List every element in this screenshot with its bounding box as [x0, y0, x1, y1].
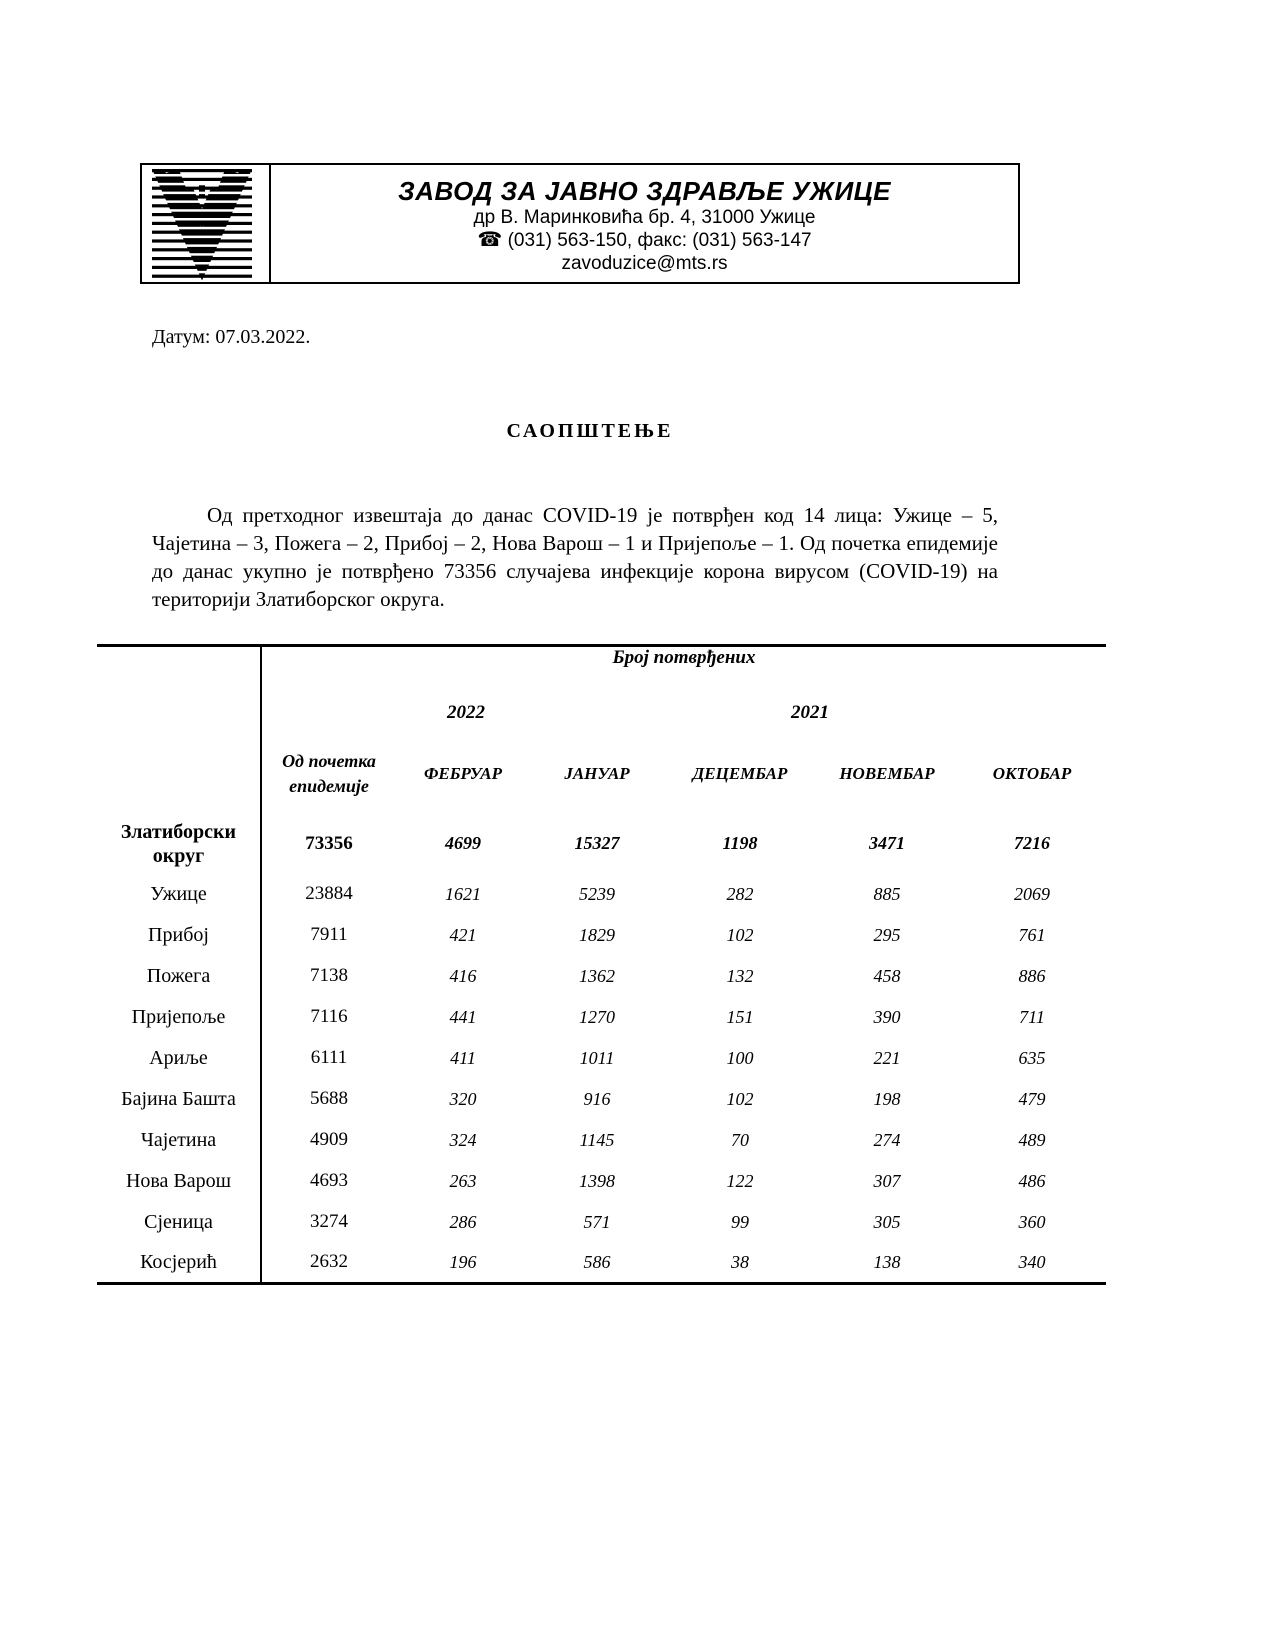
region-name: Косјерић	[97, 1243, 261, 1284]
column-header-january: ЈАНУАР	[564, 763, 630, 783]
year-2021-label: 2021	[791, 701, 829, 723]
column-header-november: НОВЕМБАР	[839, 763, 935, 783]
body-paragraph: Од претходног извештаја до данас COVID-19 је потврђен код 14 лица: Ужице – 5, Чајетина – 3, Пожега – 2, Прибој – 2, Нова Варош – 1 и Пријепоље – 1. Од почетка епидемије до данас укупно је потврђено 73356 случајева инфекције корона вирусом (COVID-19) на територији Златиборског округа.	[152, 503, 998, 611]
value-month: 441	[449, 1006, 477, 1027]
institute-logo	[152, 169, 252, 281]
region-name: Ужице	[97, 874, 261, 915]
value-month: 102	[726, 924, 754, 945]
value-since-epidemic-start: 7138	[310, 965, 348, 986]
value-month: 571	[583, 1211, 611, 1232]
phone-fax-text: (031) 563-150, факс: (031) 563-147	[507, 230, 812, 251]
value-month: 916	[583, 1088, 611, 1109]
table-row	[97, 1243, 1106, 1284]
value-month: 635	[1018, 1047, 1046, 1068]
value-month: 1398	[579, 1170, 615, 1191]
table-row	[97, 915, 1106, 956]
column-header-epidemic-start: Од почетка епидемије	[282, 750, 376, 796]
year-cell	[261, 692, 1106, 734]
value-month: 421	[449, 924, 477, 945]
value-month: 320	[449, 1088, 477, 1109]
value-month: 221	[873, 1047, 901, 1068]
region-name: Нова Варош	[97, 1161, 261, 1202]
value-month: 70	[731, 1129, 749, 1150]
institute-name: ЗАВОД ЗА ЈАВНО ЗДРАВЉЕ УЖИЦЕ	[398, 176, 891, 206]
letterhead-text	[271, 165, 1018, 282]
value-month: 2069	[1014, 883, 1050, 904]
table-row	[97, 1202, 1106, 1243]
value-month: 102	[726, 1088, 754, 1109]
covid-table	[97, 644, 1106, 1285]
empty-cell	[97, 692, 261, 734]
value-month: 305	[873, 1211, 901, 1232]
value-month: 274	[873, 1129, 901, 1150]
region-name: Сјеница	[97, 1202, 261, 1243]
letterhead	[140, 163, 1020, 284]
value-month: 4699	[445, 833, 481, 853]
value-month: 3471	[869, 833, 905, 853]
value-month: 15327	[574, 833, 620, 853]
value-month: 885	[873, 883, 901, 904]
table-row	[97, 1161, 1106, 1202]
region-name: Златиборски округ	[97, 814, 261, 874]
value-month: 886	[1018, 965, 1046, 986]
value-month: 586	[583, 1251, 611, 1272]
column-header-december: ДЕЦЕМБАР	[692, 763, 788, 783]
value-month: 1145	[579, 1129, 615, 1150]
value-month: 122	[726, 1170, 754, 1191]
value-month: 411	[450, 1047, 476, 1068]
table-row	[97, 997, 1106, 1038]
value-month: 340	[1018, 1251, 1046, 1272]
value-since-epidemic-start: 4909	[310, 1129, 348, 1150]
value-month: 132	[726, 965, 754, 986]
table-row	[97, 1038, 1106, 1079]
value-month: 1011	[579, 1047, 615, 1068]
date-line: Датум: 07.03.2022.	[152, 326, 311, 348]
value-month: 295	[873, 924, 901, 945]
value-month: 196	[449, 1251, 477, 1272]
value-month: 5239	[579, 883, 615, 904]
value-since-epidemic-start: 6111	[310, 1047, 348, 1068]
table-row	[97, 1120, 1106, 1161]
region-name: Бајина Башта	[97, 1079, 261, 1120]
table-row	[97, 956, 1106, 997]
value-month: 416	[449, 965, 477, 986]
value-month: 38	[731, 1251, 749, 1272]
value-month: 1362	[579, 965, 615, 986]
column-header-october: ОКТОБАР	[992, 763, 1072, 783]
value-month: 1621	[445, 883, 481, 904]
value-month: 390	[873, 1006, 901, 1027]
value-month: 479	[1018, 1088, 1046, 1109]
value-month: 1198	[722, 833, 758, 853]
value-since-epidemic-start: 7116	[310, 1006, 348, 1027]
value-month: 100	[726, 1047, 754, 1068]
region-name: Пожега	[97, 956, 261, 997]
institute-email: zavoduzice@mts.rs	[561, 253, 728, 274]
value-since-epidemic-start: 4693	[310, 1170, 348, 1191]
institute-phone-line	[271, 229, 1018, 252]
value-month: 711	[1019, 1006, 1045, 1027]
value-since-epidemic-start: 23884	[305, 883, 353, 904]
value-since-epidemic-start: 7911	[310, 924, 348, 945]
value-month: 263	[449, 1170, 477, 1191]
region-name: Ариље	[97, 1038, 261, 1079]
document-title: САОПШТЕЊЕ	[506, 420, 674, 442]
column-header-row	[97, 734, 1106, 814]
year-2022-label: 2022	[447, 701, 485, 723]
value-month: 1270	[579, 1006, 615, 1027]
empty-cell	[97, 734, 261, 814]
value-month: 458	[873, 965, 901, 986]
value-since-epidemic-start: 5688	[310, 1088, 348, 1109]
table-row	[97, 814, 1106, 874]
region-name: Прибој	[97, 915, 261, 956]
covid-table-body	[97, 814, 1106, 1284]
value-month: 138	[873, 1251, 901, 1272]
value-month: 486	[1018, 1170, 1046, 1191]
value-month: 198	[873, 1088, 901, 1109]
institute-address: др В. Маринковића бр. 4, 31000 Ужице	[473, 207, 816, 228]
value-month: 99	[731, 1211, 749, 1232]
table-row	[97, 1079, 1106, 1120]
value-month: 324	[449, 1129, 477, 1150]
table-title-row	[97, 646, 1106, 692]
empty-corner-cell	[97, 646, 261, 692]
value-since-epidemic-start: 73356	[305, 832, 353, 854]
value-month: 282	[726, 883, 754, 904]
value-month: 7216	[1014, 833, 1050, 853]
value-month: 1829	[579, 924, 615, 945]
region-name: Чајетина	[97, 1120, 261, 1161]
value-month: 489	[1018, 1129, 1046, 1150]
logo-cell	[142, 165, 271, 282]
value-month: 761	[1018, 924, 1046, 945]
region-name: Пријепоље	[97, 997, 261, 1038]
table-row	[97, 874, 1106, 915]
phone-icon: ☎	[477, 229, 503, 251]
value-since-epidemic-start: 3274	[310, 1211, 348, 1232]
value-month: 307	[873, 1170, 901, 1191]
table-title: Број потврђених	[612, 647, 756, 668]
value-month: 360	[1018, 1211, 1046, 1232]
value-month: 286	[449, 1211, 477, 1232]
value-since-epidemic-start: 2632	[310, 1251, 348, 1273]
year-row	[97, 692, 1106, 734]
column-header-february: ФЕБРУАР	[423, 763, 503, 783]
value-month: 151	[726, 1006, 754, 1027]
